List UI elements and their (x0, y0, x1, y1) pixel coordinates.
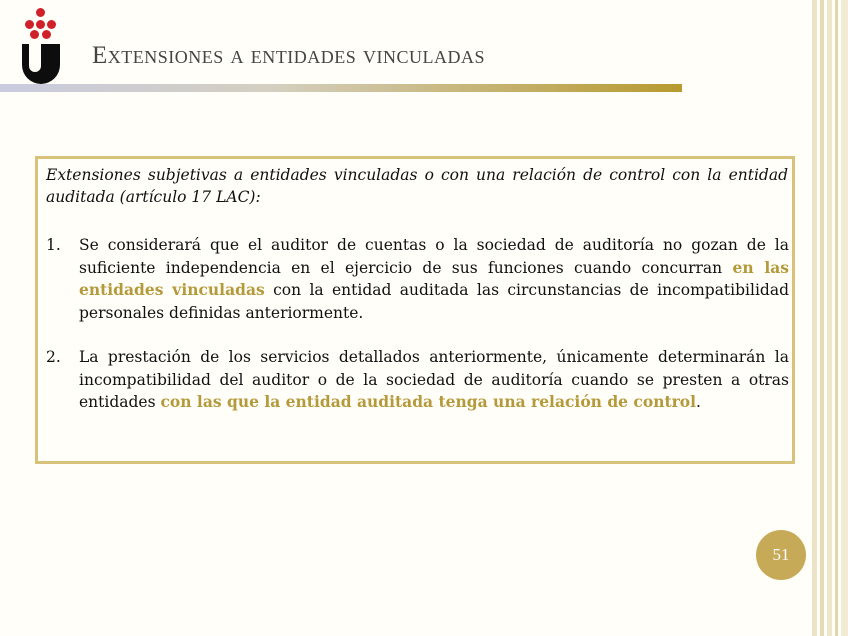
logo-dot (36, 20, 45, 29)
item-text-after: con la entidad auditada las circunstancias de incompatibilidad personales definidas anteriormente. (79, 281, 789, 322)
slide-title: Extensiones a entidades vinculadas (92, 42, 486, 69)
content-box (35, 156, 795, 464)
logo-dot (42, 30, 51, 39)
list-item-text (79, 234, 789, 324)
title-underline-bar (0, 84, 682, 92)
decorative-stripes (812, 0, 848, 636)
item-highlight: en las entidades vinculadas (79, 257, 789, 300)
list-item-number: 2. (46, 348, 61, 366)
logo-u-shape (22, 44, 60, 84)
university-logo (16, 6, 66, 84)
page-number-badge: 51 (756, 530, 806, 580)
item-highlight: con las que la entidad auditada tenga una relación de control (160, 392, 697, 412)
logo-dot (36, 8, 45, 17)
intro-text: Extensiones subjetivas a entidades vinculadas o con una relación de control con la entidad auditada (artículo 17 LAC): (46, 166, 788, 206)
item-text-after: . (696, 393, 701, 412)
logo-dot (47, 20, 56, 29)
list-item-number: 1. (46, 236, 61, 254)
logo-dot (30, 30, 39, 39)
list-item-text (79, 346, 789, 414)
item-text-before: La prestación de los servicios detallados anteriormente, únicamente determinarán la incompatibilidad del auditor o de la sociedad de auditoría cuando se presten a otras entidades (79, 348, 789, 412)
item-text-before: Se considerará que el auditor de cuentas o la sociedad de auditoría no gozan de la suficiente independencia en el ejercicio de sus funciones cuando concurran (79, 236, 789, 277)
logo-u-inner (29, 44, 41, 72)
logo-dot (25, 20, 34, 29)
